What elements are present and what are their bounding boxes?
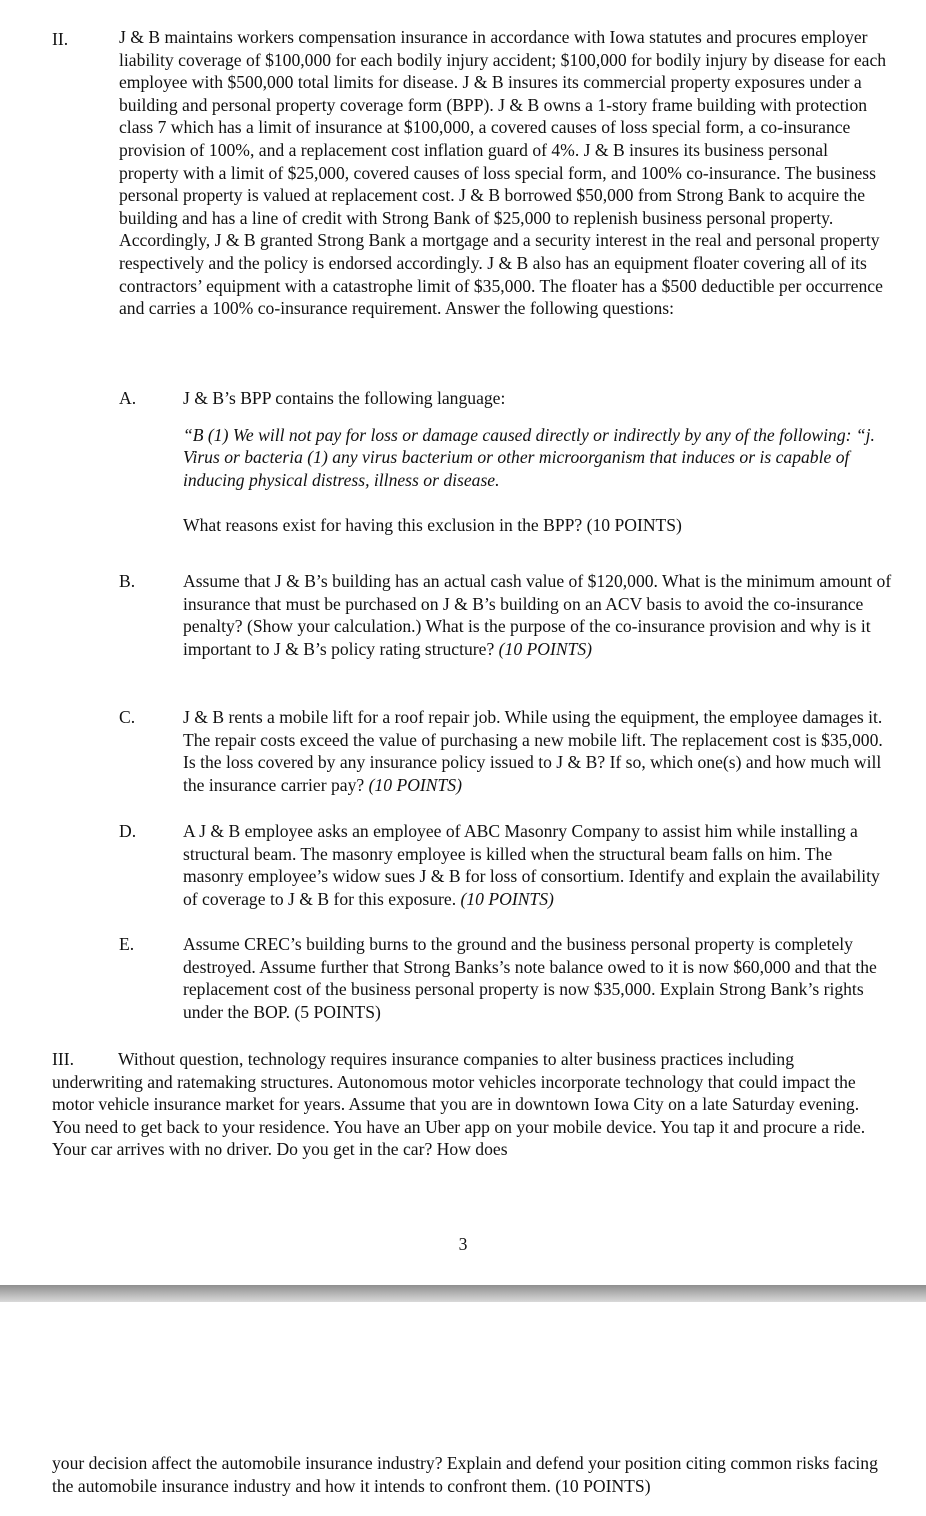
question-a-ask: What reasons exist for having this exclusion in the BPP? (10 POINTS): [183, 515, 682, 536]
section-3: [52, 1048, 888, 1161]
section-3-continued: your decision affect the automobile insurance industry? Explain and defend your position citing common risks facing the automobile insurance industry and how it intends to confront them. (10 POINTS): [52, 1453, 878, 1496]
page-break-divider: [0, 1285, 926, 1302]
question-a-label: A.: [119, 388, 137, 408]
question-e-label: E.: [119, 934, 135, 954]
question-d-label: D.: [119, 821, 137, 841]
question-b-text: Assume that J & B’s building has an actual cash value of $120,000. What is the minimum amount of insurance that must be purchased on J & B’s building on an ACV basis to avoid the co-insurance penalty? (Show your calculation.) What is the purpose of the co-insurance provision and why is it important to J & B’s policy rating structure?: [183, 571, 892, 659]
question-a-text: J & B’s BPP contains the following language:: [183, 388, 506, 408]
question-b-label: B.: [119, 571, 136, 591]
question-a-quote: “B (1) We will not pay for loss or damage caused directly or indirectly by any of the following: “j. Virus or bacteria (1) any virus bacterium or other microorganism that induces or is capable of inducing physical distress, illness or disease.: [183, 424, 875, 490]
question-c-label: C.: [119, 707, 136, 727]
question-a-body: [183, 387, 895, 537]
question-d-points: (10 POINTS): [460, 888, 554, 909]
section-2-intro: J & B maintains workers compensation insurance in accordance with Iowa statutes and procures employer liability coverage of $100,000 for each bodily injury accident; $100,000 for bodily injury by disease for each employee with $500,000 total limits for disease. J & B insures its commercial property exposures under a building and personal property coverage form (BPP). J & B owns a 1-story frame building with protection class 7 which has a limit of insurance at $100,000, a covered causes of loss special form, a co-insurance provision of 100%, and a replacement cost inflation guard of 4%. J & B insures its business personal property with a limit of $25,000, covered causes of loss special form, and 100% co-insurance. The business personal property is valued at replacement cost. J & B borrowed $50,000 from Strong Bank to acquire the building and has a line of credit with Strong Bank of $25,000 to replenish business personal property. Accordingly, J & B granted Strong Bank a mortgage and a security interest in the real and personal property respectively and the policy is endorsed accordingly. J & B also has an equipment floater covering all of its contractors’ equipment with a catastrophe limit of $35,000. The floater has a $500 deductible per occurrence and carries a 100% co-insurance requirement. Answer the following questions:: [119, 27, 887, 319]
question-b-points: (10 POINTS): [498, 638, 593, 659]
question-c-points: (10 POINTS): [368, 774, 462, 795]
question-c-text: J & B rents a mobile lift for a roof repair job. While using the equipment, the employee damages it. The repair costs exceed the value of purchasing a new mobile lift. The replacement cost is $35,000. Is the loss covered by any insurance policy issued to J & B? If so, which one(s) and how much will the insurance carrier pay?: [183, 707, 883, 795]
section-2-number: II.: [52, 29, 69, 49]
question-b-body: [183, 570, 895, 660]
section-3-number: III.: [52, 1049, 74, 1069]
question-e-text: Assume CREC’s building burns to the ground and the business personal property is completely destroyed. Assume further that Strong Banks’s note balance owed to it is now $60,000 and that the replacement cost of the business personal property is now $35,000. Explain Strong Bank’s rights under the BOP. (5 POINTS): [183, 934, 877, 1022]
question-d-body: [183, 820, 895, 910]
question-d-text: A J & B employee asks an employee of ABC Masonry Company to assist him while installing a structural beam. The masonry employee is killed when the structural beam falls on him. The masonry employee’s widow sues J & B for loss of consortium. Identify and explain the availability of coverage to J & B for this exposure.: [183, 821, 880, 909]
question-c-body: [183, 706, 895, 796]
page-number: 3: [458, 1234, 468, 1254]
section-3-text: Without question, technology requires insurance companies to alter business practices including underwriting and ratemaking structures. Autonomous motor vehicles incorporate technology that could impact the motor vehicle insurance market for years. Assume that you are in downtown Iowa City on a late Saturday evening. You need to get back to your residence. You have an Uber app on your mobile device. You tap it and procure a ride. Your car arrives with no driver. Do you get in the car? How does: [52, 1049, 866, 1160]
